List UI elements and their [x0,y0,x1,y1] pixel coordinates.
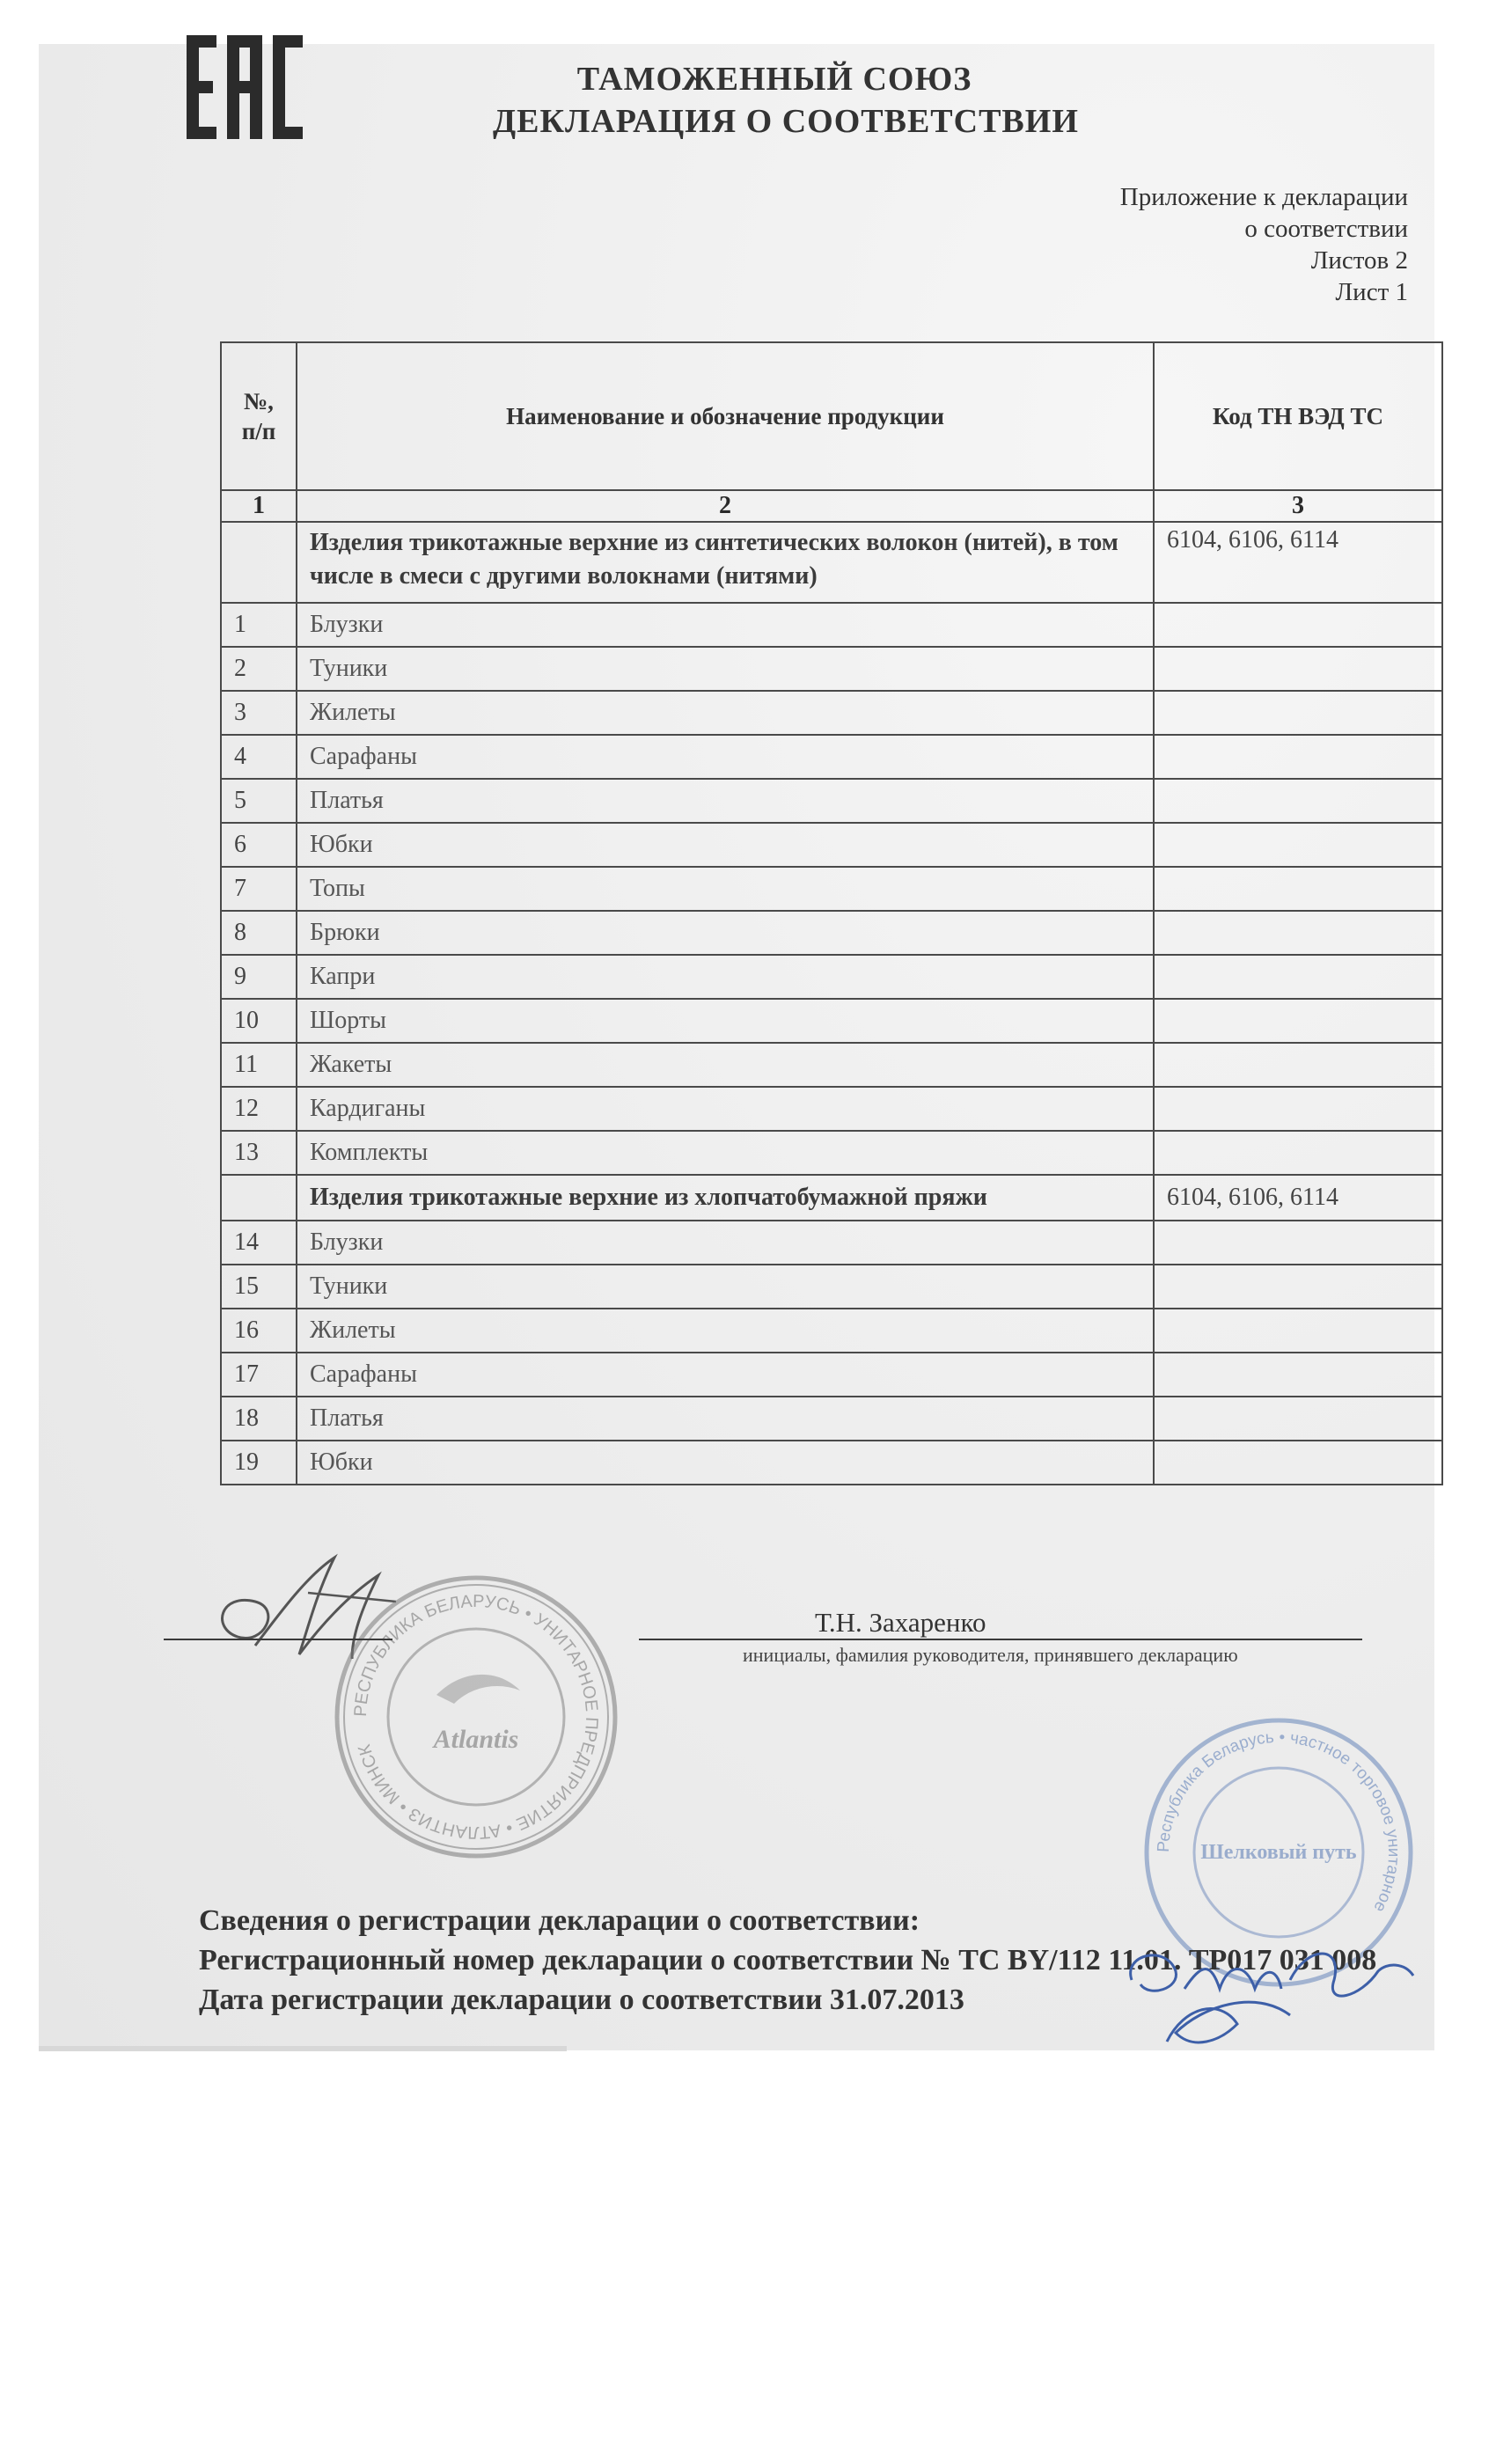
row-num: 8 [221,911,297,955]
header-name: Наименование и обозначение продукции [297,342,1154,490]
document-title [493,58,1079,143]
row-num: 12 [221,1087,297,1131]
table-row [221,867,1442,911]
table-row [221,823,1442,867]
row-num: 11 [221,1043,297,1087]
name-line [639,1639,1362,1640]
row-name: Брюки [297,911,1154,955]
head-name: Т.Н. Захаренко [815,1607,986,1638]
row-code [1154,1441,1442,1485]
row-code [1154,999,1442,1043]
group-num [221,1175,297,1221]
row-num: 10 [221,999,297,1043]
row-code [1154,867,1442,911]
group-code: 6104, 6106, 6114 [1154,1175,1442,1221]
row-name: Жилеты [297,691,1154,735]
row-code [1154,647,1442,691]
products-table [220,341,1443,1485]
column-number: 3 [1154,490,1442,522]
row-name: Кардиганы [297,1087,1154,1131]
column-number: 2 [297,490,1154,522]
row-num: 1 [221,603,297,647]
table-header-row [221,342,1442,490]
header-code: Код ТН ВЭД ТС [1154,342,1442,490]
table-row [221,1309,1442,1353]
row-code [1154,1397,1442,1441]
table-row [221,735,1442,779]
row-name: Капри [297,955,1154,999]
row-num: 3 [221,691,297,735]
registration-line-1: Сведения о регистрации декларации о соответствии: [199,1904,920,1937]
row-num: 5 [221,779,297,823]
blue-handwritten-signature [1114,1927,1431,2059]
signature-line [164,1639,392,1640]
group-code: 6104, 6106, 6114 [1154,522,1442,603]
stamp-right-center: Шелковый путь [1200,1841,1357,1864]
row-name: Сарафаны [297,1353,1154,1397]
group-name: Изделия трикотажные верхние из синтетических волокон (нитей), в том числе в смеси с другими волокнами (нитями) [297,522,1154,603]
row-code [1154,823,1442,867]
appendix-line-1: Приложение к декларации [1119,183,1408,211]
row-code [1154,603,1442,647]
table-row [221,647,1442,691]
row-num: 6 [221,823,297,867]
row-code [1154,735,1442,779]
registration-line-2: Регистрационный номер декларации о соответствии № ТС BY/112 11.01. ТР017 031 008 [199,1944,1377,1976]
row-num: 17 [221,1353,297,1397]
table-row [221,1221,1442,1265]
table-row [221,603,1442,647]
table-row [221,1087,1442,1131]
appendix-note [968,181,1408,308]
row-name: Туники [297,647,1154,691]
stamp-right-ring-text: Республика Беларусь • частное торговое унитарное [1154,1727,1404,1916]
eac-logo [187,35,303,139]
row-name: Шорты [297,999,1154,1043]
row-code [1154,1353,1442,1397]
row-code [1154,779,1442,823]
row-name: Жакеты [297,1043,1154,1087]
row-code [1154,1309,1442,1353]
table-row [221,1441,1442,1485]
table-row [221,999,1442,1043]
row-name: Юбки [297,1441,1154,1485]
row-num: 7 [221,867,297,911]
row-num: 4 [221,735,297,779]
row-code [1154,1131,1442,1175]
group-num [221,522,297,603]
group-name: Изделия трикотажные верхние из хлопчатобумажной пряжи [297,1175,1154,1221]
row-code [1154,1087,1442,1131]
column-number-row [221,490,1442,522]
stamp-left-ring-text: РЕСПУБЛИКА БЕЛАРУСЬ • УНИТАРНОЕ ПРЕДПРИЯТИЕ • АТЛАНТИЗ • МИНСК [350,1591,602,1843]
table-row [221,1043,1442,1087]
group-row [221,1175,1442,1221]
appendix-line-2: о соответствии [1244,215,1408,243]
group-row [221,522,1442,603]
row-name: Топы [297,867,1154,911]
row-name: Жилеты [297,1309,1154,1353]
stamp-left-center: Atlantis [433,1725,519,1754]
title-line-1: ТАМОЖЕННЫЙ СОЮЗ [576,61,972,98]
scan-edge [39,2046,567,2051]
company-stamp [331,1572,621,1862]
svg-text:Республика Беларусь • частное [1155,1728,1403,1915]
table-row [221,1353,1442,1397]
header-num: №, п/п [221,342,297,490]
column-number: 1 [221,490,297,522]
row-name: Туники [297,1265,1154,1309]
row-num: 2 [221,647,297,691]
row-name: Сарафаны [297,735,1154,779]
row-code [1154,955,1442,999]
row-name: Юбки [297,823,1154,867]
table-row [221,1265,1442,1309]
row-num: 9 [221,955,297,999]
table-row [221,779,1442,823]
table-row [221,1131,1442,1175]
row-num: 15 [221,1265,297,1309]
row-name: Платья [297,1397,1154,1441]
row-code [1154,1265,1442,1309]
row-name: Блузки [297,603,1154,647]
appendix-line-3: Листов 2 [1310,246,1408,275]
row-name: Платья [297,779,1154,823]
row-num: 18 [221,1397,297,1441]
row-code [1154,911,1442,955]
row-code [1154,1043,1442,1087]
table-row [221,911,1442,955]
head-caption: инициалы, фамилия руководителя, принявшего декларацию [743,1644,1238,1666]
appendix-line-4: Лист 1 [1335,278,1408,306]
row-num: 13 [221,1131,297,1175]
table-row [221,691,1442,735]
row-code [1154,1221,1442,1265]
row-num: 16 [221,1309,297,1353]
row-name: Комплекты [297,1131,1154,1175]
row-num: 19 [221,1441,297,1485]
row-num: 14 [221,1221,297,1265]
row-code [1154,691,1442,735]
registration-line-3: Дата регистрации декларации о соответствии 31.07.2013 [199,1984,964,2016]
table-row [221,955,1442,999]
table-row [221,1397,1442,1441]
title-line-2: ДЕКЛАРАЦИЯ О СООТВЕТСТВИИ [493,103,1079,140]
row-name: Блузки [297,1221,1154,1265]
